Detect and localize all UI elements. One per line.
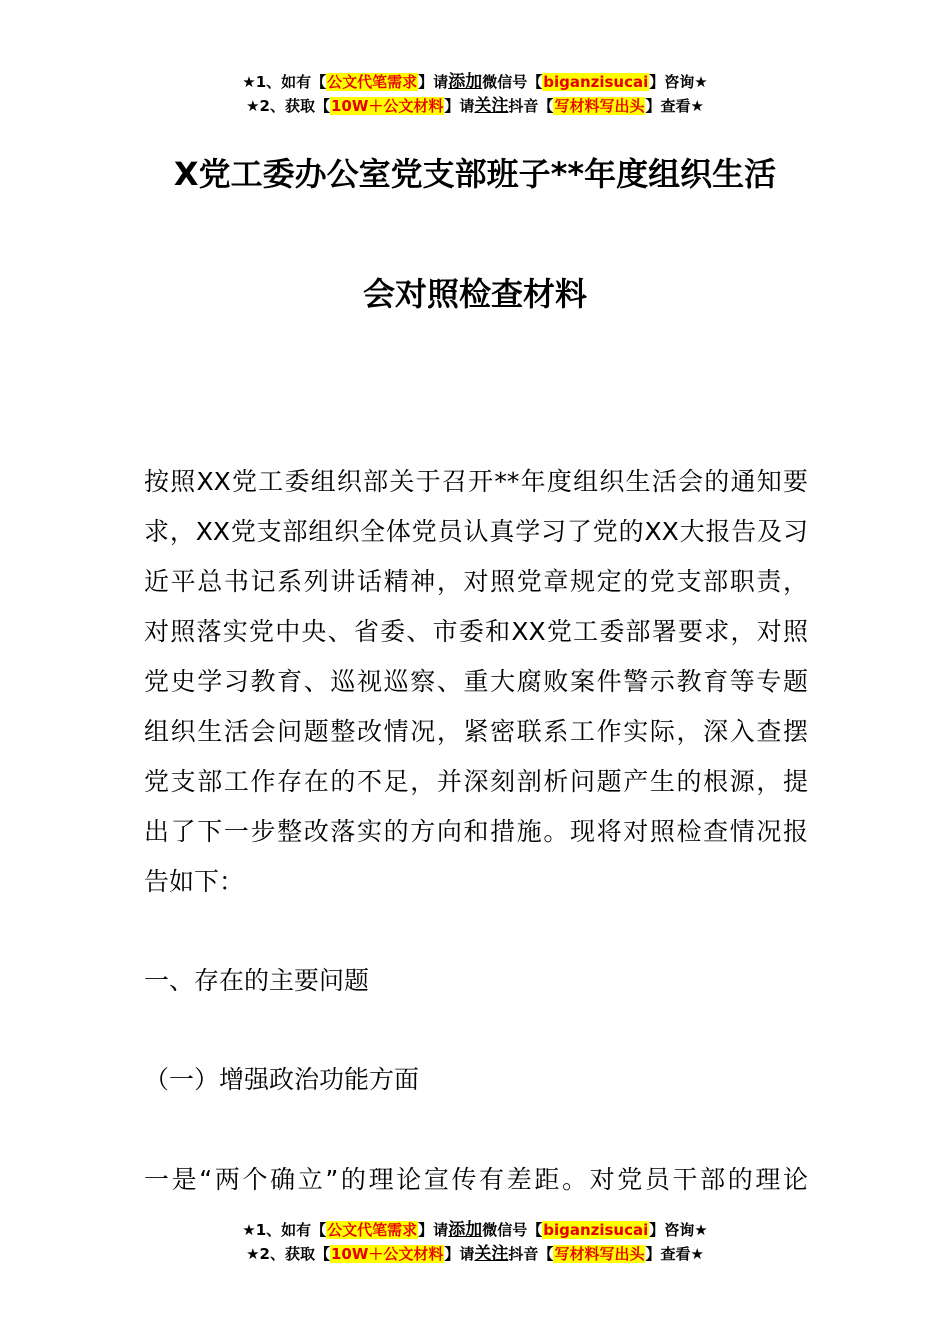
banner-highlight: biganzisucai [543,1221,649,1239]
paragraph-line: 党支部工作存在的不足，并深刻剖析问题产生的根源，提 [144,767,808,796]
banner-line-2: ★2、获取【10W＋公文材料】请关注抖音【写材料写出头】查看★ [246,96,704,116]
section-heading: 一、存在的主要问题 [144,966,370,995]
banner-highlight: 10W＋公文材料 [330,97,444,115]
banner-highlight: 10W＋公文材料 [330,1245,444,1263]
banner-line-2: ★2、获取【10W＋公文材料】请关注抖音【写材料写出头】查看★ [246,1244,704,1264]
banner-line-1: ★1、如有【公文代笔需求】请添加微信号【biganzisucai】咨询★ [242,72,708,92]
paragraph-line: 出了下一步整改落实的方向和措施。现将对照检查情况报 [144,817,808,846]
bottom-banner [0,1218,950,1266]
banner-highlight: biganzisucai [543,73,649,91]
paragraph-line: 对照落实党中央、省委、市委和XX党工委部署要求，对照 [144,617,808,646]
banner-line-1: ★1、如有【公文代笔需求】请添加微信号【biganzisucai】咨询★ [242,1220,708,1240]
paragraph-line: 近平总书记系列讲话精神，对照党章规定的党支部职责， [144,567,808,596]
paragraph-line: 求，XX党支部组织全体党员认真学习了党的XX大报告及习 [144,517,808,546]
banner-highlight: 公文代笔需求 [327,1221,418,1239]
paragraph-line: 党史学习教育、巡视巡察、重大腐败案件警示教育等专题 [144,667,808,696]
document-title-line-1: X党工委办公室党支部班子**年度组织生活 [173,155,777,193]
paragraph-line: 告如下： [144,867,245,896]
document-title-line-2: 会对照检查材料 [362,275,587,313]
paragraph-line: 一是“两个确立”的理论宣传有差距。对党员干部的理论 [144,1165,808,1194]
banner-highlight: 公文代笔需求 [327,73,418,91]
paragraph-line: 组织生活会问题整改情况，紧密联系工作实际，深入查摆 [144,717,808,746]
top-banner [0,70,950,118]
paragraph-line: 按照XX党工委组织部关于召开**年度组织生活会的通知要 [144,467,808,496]
banner-highlight: 写材料写出头 [554,97,645,115]
banner-highlight: 写材料写出头 [554,1245,645,1263]
subsection-heading: （一）增强政治功能方面 [144,1065,420,1094]
